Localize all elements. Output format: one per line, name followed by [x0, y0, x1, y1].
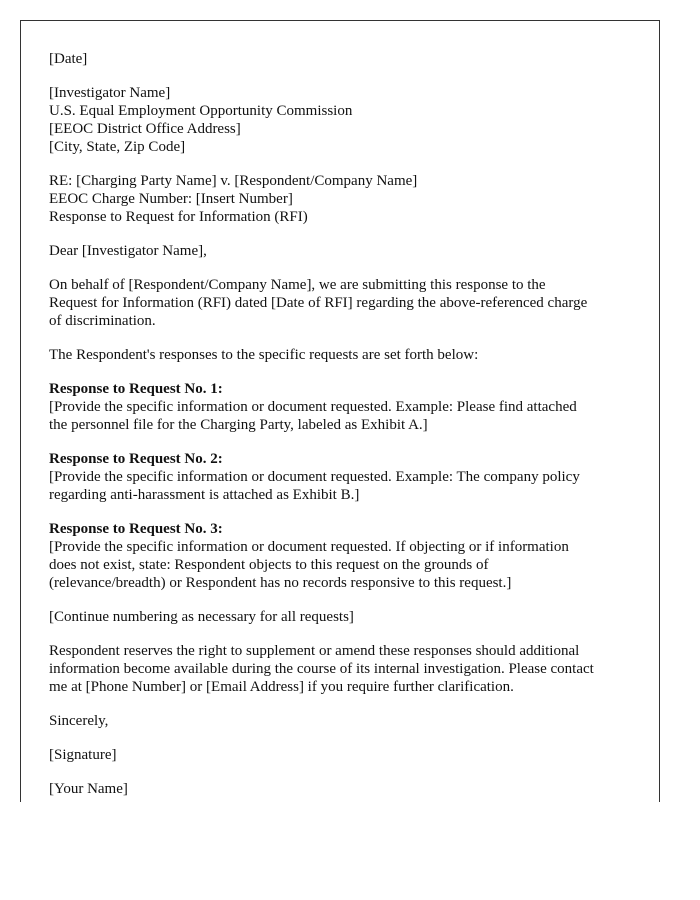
recipient-address: [EEOC District Office Address]	[49, 121, 241, 137]
response-line: [Provide the specific information or document requested. Example: The company policy	[49, 469, 580, 485]
date-text: [Date]	[49, 51, 88, 67]
lead-in-text: The Respondent's responses to the specific requests are set forth below:	[49, 347, 479, 363]
response-2	[49, 450, 639, 504]
continue-note	[49, 608, 639, 626]
intro-line: of discrimination.	[49, 313, 156, 329]
closing-line: information become available during the course of its internal investigation. Please contact	[49, 661, 594, 677]
response-line: the personnel file for the Charging Party, labeled as Exhibit A.]	[49, 417, 428, 433]
letter-body	[49, 50, 639, 802]
intro-line: Request for Information (RFI) dated [Date of RFI] regarding the above-referenced charge	[49, 295, 588, 311]
closing-paragraph	[49, 642, 639, 696]
salutation-text: Dear [Investigator Name],	[49, 243, 207, 259]
response-line: regarding anti-harassment is attached as Exhibit B.]	[49, 487, 360, 503]
response-line: [Provide the specific information or document requested. If objecting or if information	[49, 539, 569, 555]
sign-off	[49, 712, 639, 730]
recipient-agency: U.S. Equal Employment Opportunity Commission	[49, 103, 353, 119]
intro-line: On behalf of [Respondent/Company Name], we are submitting this response to the	[49, 277, 546, 293]
sign-off-text: Sincerely,	[49, 713, 109, 729]
recipient-name: [Investigator Name]	[49, 85, 171, 101]
recipient-city-state-zip: [City, State, Zip Code]	[49, 139, 186, 155]
response-line: [Provide the specific information or document requested. Example: Please find attached	[49, 399, 577, 415]
closing-line: Respondent reserves the right to supplement or amend these responses should additional	[49, 643, 580, 659]
salutation	[49, 242, 639, 260]
response-heading: Response to Request No. 3:	[49, 521, 223, 537]
lead-in-paragraph	[49, 346, 639, 364]
response-line: does not exist, state: Respondent objects to this request on the grounds of	[49, 557, 489, 573]
subject-line: Response to Request for Information (RFI)	[49, 209, 308, 225]
charge-number: EEOC Charge Number: [Insert Number]	[49, 191, 293, 207]
continue-note-text: [Continue numbering as necessary for all requests]	[49, 609, 354, 625]
re-line: RE: [Charging Party Name] v. [Respondent/Company Name]	[49, 173, 418, 189]
response-line: (relevance/breadth) or Respondent has no records responsive to this request.]	[49, 575, 512, 591]
signature-text: [Signature]	[49, 747, 117, 763]
response-heading: Response to Request No. 2:	[49, 451, 223, 467]
closing-line: me at [Phone Number] or [Email Address] if you require further clarification.	[49, 679, 514, 695]
intro-paragraph	[49, 276, 639, 330]
reference-block	[49, 172, 639, 226]
signature	[49, 746, 639, 764]
sender-name-text: [Your Name]	[49, 781, 128, 797]
recipient-block	[49, 84, 639, 156]
response-heading: Response to Request No. 1:	[49, 381, 223, 397]
response-3	[49, 520, 639, 592]
letter-date	[49, 50, 639, 68]
sender-name	[49, 780, 639, 798]
response-1	[49, 380, 639, 434]
letter-page-frame	[20, 20, 660, 802]
